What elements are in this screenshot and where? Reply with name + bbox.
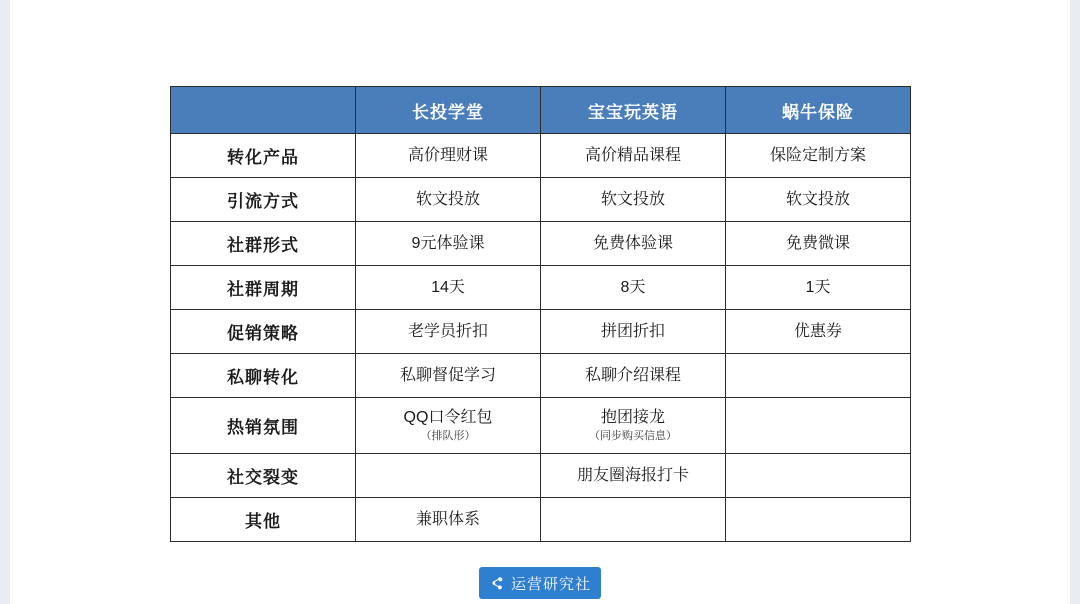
table-cell [726,498,911,542]
cell-main-text: 高价精品课程 [584,146,681,164]
column-header-1: 长投学堂 [356,87,541,134]
table-cell [541,310,726,354]
table-cell [726,178,911,222]
row-label: 社交裂变 [171,454,356,498]
cell-main-text: 14天 [431,278,465,296]
row-label: 社群周期 [171,266,356,310]
table-row [171,498,911,542]
watermark-badge [479,567,601,599]
table-cell [356,178,541,222]
cell-main-text: 抱团接龙 [600,408,665,426]
column-header-2: 宝宝玩英语 [541,87,726,134]
cell-main-text: 优惠券 [793,322,842,340]
cell-main-text: 拼团折扣 [600,322,665,340]
cell-main-text: 免费体验课 [592,234,673,252]
right-edge-band [1070,0,1080,604]
table-cell [356,498,541,542]
table-body [171,134,911,542]
share-icon [489,575,505,591]
table-cell [726,310,911,354]
cell-main-text: 8天 [620,278,646,296]
table-row [171,222,911,266]
table-cell [541,498,726,542]
table-row [171,310,911,354]
table-cell [356,222,541,266]
table-cell [726,398,911,454]
cell-main-text: 朋友圈海报打卡 [576,466,689,484]
row-label: 促销策略 [171,310,356,354]
table-row [171,178,911,222]
cell-main-text: 兼职体系 [415,510,480,528]
cell-main-text: 软文投放 [415,190,480,208]
cell-sub-text: （排队形） [420,429,476,442]
column-header-3: 蜗牛保险 [726,87,911,134]
table-header-row [171,87,911,134]
table-corner-cell [171,87,356,134]
table-cell [541,266,726,310]
cell-main-text: 私聊介绍课程 [584,366,681,384]
cell-main-text: 保险定制方案 [769,146,866,164]
table-row [171,354,911,398]
table-cell [541,398,726,454]
table-cell [726,266,911,310]
table-cell [356,398,541,454]
row-label: 引流方式 [171,178,356,222]
table-row [171,454,911,498]
cell-sub-text: （同步购买信息） [589,429,677,442]
cell-main-text: 老学员折扣 [407,322,488,340]
table-cell [356,354,541,398]
table-cell [541,178,726,222]
table-cell [541,222,726,266]
row-label: 其他 [171,498,356,542]
comparison-table [170,86,911,542]
row-label: 社群形式 [171,222,356,266]
table-cell [541,134,726,178]
table-cell [541,354,726,398]
row-label: 私聊转化 [171,354,356,398]
table-row [171,134,911,178]
watermark-text: 运营研究社 [510,575,591,593]
cell-main-text: 私聊督促学习 [399,366,496,384]
table-cell [726,222,911,266]
table-cell [541,454,726,498]
table-cell [356,310,541,354]
table-row [171,266,911,310]
table-cell [726,134,911,178]
left-edge-band [0,0,10,604]
cell-main-text: 9元体验课 [411,234,485,252]
cell-main-text: 免费微课 [785,234,850,252]
table-cell [726,354,911,398]
table-header [171,87,911,134]
cell-main-text: QQ口令红包 [403,408,493,426]
cell-main-text: 软文投放 [600,190,665,208]
comparison-table-container [170,86,910,542]
cell-main-text: 高价理财课 [407,146,488,164]
cell-main-text: 1天 [805,278,831,296]
cell-main-text: 软文投放 [785,190,850,208]
table-cell [356,266,541,310]
row-label: 转化产品 [171,134,356,178]
row-label: 热销氛围 [171,398,356,454]
table-cell [356,134,541,178]
table-cell [726,454,911,498]
table-cell [356,454,541,498]
table-row [171,398,911,454]
